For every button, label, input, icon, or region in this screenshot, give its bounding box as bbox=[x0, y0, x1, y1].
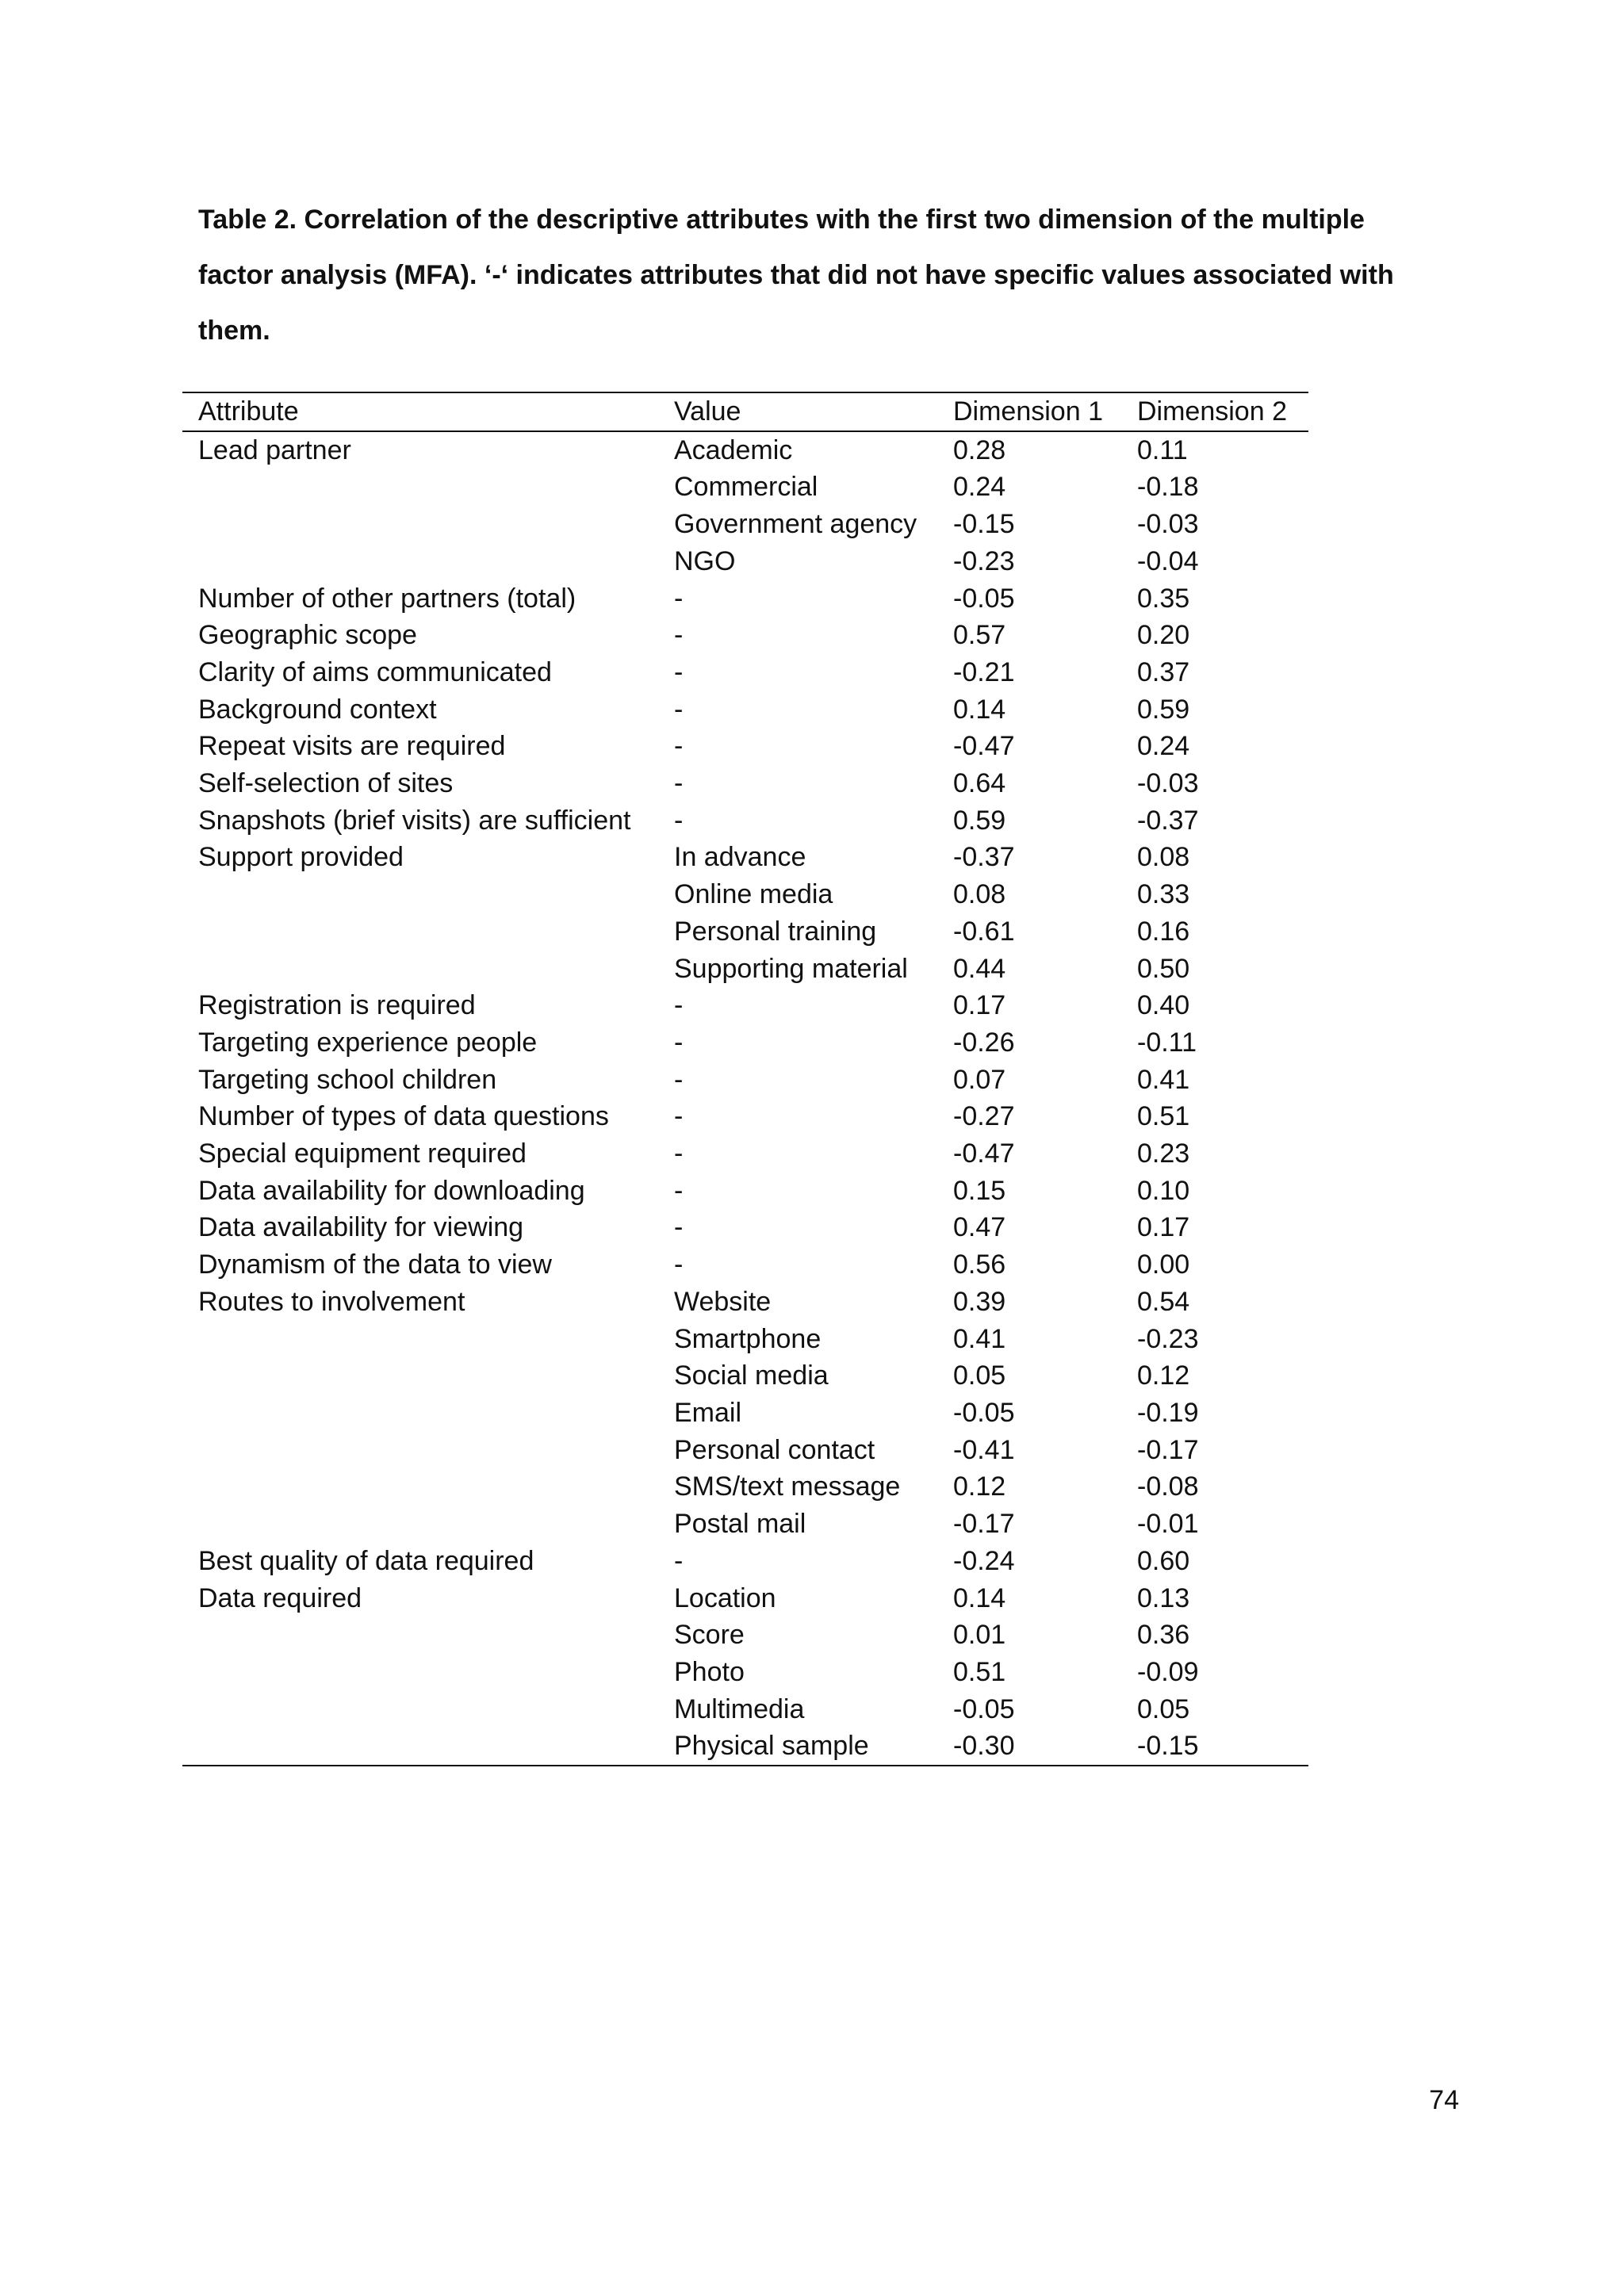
table-caption: Table 2. Correlation of the descriptive attributes with the first two dimension of the multiple factor analysis (MFA). ‘-‘ indicates attributes that did not have specific values associated with them. bbox=[198, 205, 1394, 346]
cell-attribute: Number of other partners (total) bbox=[198, 583, 576, 614]
table-row bbox=[182, 1246, 1308, 1284]
cell-dimension-2: 0.33 bbox=[1137, 879, 1190, 910]
cell-dimension-1: 0.47 bbox=[953, 1212, 1006, 1243]
cell-attribute: Data availability for downloading bbox=[198, 1175, 585, 1206]
cell-dimension-2: 0.23 bbox=[1137, 1138, 1190, 1169]
cell-value: Academic bbox=[674, 434, 793, 465]
table-row bbox=[182, 543, 1308, 580]
cell-attribute: Repeat visits are required bbox=[198, 731, 506, 762]
table-row bbox=[182, 1543, 1308, 1580]
cell-dimension-2: -0.23 bbox=[1137, 1323, 1199, 1354]
cell-value: Supporting material bbox=[674, 953, 908, 984]
cell-attribute: Lead partner bbox=[198, 434, 351, 465]
header-dimension-1: Dimension 1 bbox=[953, 396, 1103, 427]
cell-value: Social media bbox=[674, 1360, 829, 1391]
table-row bbox=[182, 1284, 1308, 1321]
cell-value: - bbox=[674, 1249, 684, 1280]
cell-dimension-2: 0.35 bbox=[1137, 583, 1190, 614]
cell-attribute bbox=[182, 1468, 658, 1506]
cell-dimension-1: -0.37 bbox=[953, 842, 1015, 873]
cell-dimension-1: 0.07 bbox=[953, 1064, 1006, 1095]
cell-dimension-1: -0.30 bbox=[953, 1731, 1015, 1762]
cell-attribute bbox=[182, 469, 658, 506]
cell-attribute bbox=[182, 876, 658, 913]
table-row bbox=[182, 987, 1308, 1024]
cell-value: - bbox=[674, 656, 684, 687]
cell-dimension-1: -0.23 bbox=[953, 545, 1015, 576]
cell-value: Physical sample bbox=[674, 1731, 869, 1762]
cell-attribute: Routes to involvement bbox=[198, 1286, 465, 1317]
cell-dimension-1: 0.01 bbox=[953, 1620, 1006, 1651]
cell-attribute: Best quality of data required bbox=[198, 1545, 534, 1576]
cell-dimension-2: 0.13 bbox=[1137, 1582, 1190, 1613]
cell-dimension-2: 0.51 bbox=[1137, 1101, 1190, 1132]
cell-value: Personal contact bbox=[674, 1434, 875, 1465]
cell-dimension-2: -0.37 bbox=[1137, 805, 1199, 836]
table-row bbox=[182, 1728, 1308, 1766]
cell-dimension-2: 0.36 bbox=[1137, 1620, 1190, 1651]
cell-value: Online media bbox=[674, 879, 833, 910]
cell-dimension-1: 0.41 bbox=[953, 1323, 1006, 1354]
cell-attribute: Data required bbox=[198, 1582, 362, 1613]
cell-attribute bbox=[182, 1432, 658, 1469]
cell-value: - bbox=[674, 805, 684, 836]
cell-dimension-2: 0.16 bbox=[1137, 916, 1190, 947]
header-dimension-2: Dimension 2 bbox=[1137, 396, 1287, 427]
cell-dimension-1: 0.39 bbox=[953, 1286, 1006, 1317]
cell-dimension-2: 0.60 bbox=[1137, 1545, 1190, 1576]
cell-attribute bbox=[182, 1691, 658, 1728]
cell-dimension-2: 0.59 bbox=[1137, 694, 1190, 725]
cell-value: Postal mail bbox=[674, 1509, 806, 1540]
cell-dimension-2: 0.10 bbox=[1137, 1175, 1190, 1206]
cell-dimension-1: 0.59 bbox=[953, 805, 1006, 836]
cell-value: In advance bbox=[674, 842, 806, 873]
table-row bbox=[182, 1506, 1308, 1543]
cell-value: - bbox=[674, 1212, 684, 1243]
table-row bbox=[182, 913, 1308, 951]
cell-value: - bbox=[674, 1064, 684, 1095]
cell-attribute: Data availability for viewing bbox=[198, 1212, 524, 1243]
table-row bbox=[182, 802, 1308, 840]
cell-value: Email bbox=[674, 1397, 742, 1428]
cell-dimension-1: -0.15 bbox=[953, 509, 1015, 540]
cell-value: Smartphone bbox=[674, 1323, 822, 1354]
cell-attribute bbox=[182, 1728, 658, 1766]
cell-dimension-2: -0.09 bbox=[1137, 1656, 1199, 1687]
cell-dimension-2: -0.01 bbox=[1137, 1509, 1199, 1540]
header-value: Value bbox=[674, 396, 741, 427]
cell-dimension-2: 0.12 bbox=[1137, 1360, 1190, 1391]
cell-dimension-2: 0.20 bbox=[1137, 620, 1190, 651]
table-row bbox=[182, 1062, 1308, 1099]
cell-value: - bbox=[674, 731, 684, 762]
cell-dimension-2: -0.03 bbox=[1137, 509, 1199, 540]
cell-dimension-2: 0.05 bbox=[1137, 1693, 1190, 1724]
cell-value: - bbox=[674, 1545, 684, 1576]
cell-attribute bbox=[182, 506, 658, 543]
cell-dimension-1: 0.14 bbox=[953, 694, 1006, 725]
cell-value: Website bbox=[674, 1286, 772, 1317]
cell-attribute bbox=[182, 1395, 658, 1432]
table-row bbox=[182, 728, 1308, 765]
cell-dimension-2: -0.04 bbox=[1137, 545, 1199, 576]
table-row bbox=[182, 951, 1308, 988]
cell-attribute bbox=[182, 913, 658, 951]
cell-dimension-1: 0.05 bbox=[953, 1360, 1006, 1391]
cell-dimension-1: -0.24 bbox=[953, 1545, 1015, 1576]
cell-dimension-2: -0.15 bbox=[1137, 1731, 1199, 1762]
table-row bbox=[182, 1173, 1308, 1210]
cell-dimension-1: -0.61 bbox=[953, 916, 1015, 947]
cell-value: - bbox=[674, 1175, 684, 1206]
cell-dimension-2: 0.24 bbox=[1137, 731, 1190, 762]
cell-dimension-2: -0.03 bbox=[1137, 768, 1199, 799]
cell-dimension-2: -0.11 bbox=[1137, 1027, 1197, 1058]
cell-value: Government agency bbox=[674, 509, 917, 540]
cell-dimension-2: -0.18 bbox=[1137, 472, 1199, 503]
cell-dimension-1: -0.27 bbox=[953, 1101, 1015, 1132]
cell-value: Commercial bbox=[674, 472, 818, 503]
table-row bbox=[182, 1321, 1308, 1358]
table-row bbox=[182, 431, 1308, 469]
mfa-correlation-table bbox=[182, 392, 1308, 1766]
table-row bbox=[182, 1617, 1308, 1654]
cell-dimension-1: 0.51 bbox=[953, 1656, 1006, 1687]
cell-dimension-1: -0.47 bbox=[953, 1138, 1015, 1169]
header-attribute: Attribute bbox=[198, 396, 299, 427]
table-row bbox=[182, 1135, 1308, 1173]
cell-value: Location bbox=[674, 1582, 776, 1613]
cell-dimension-1: -0.41 bbox=[953, 1434, 1015, 1465]
cell-dimension-2: -0.19 bbox=[1137, 1397, 1199, 1428]
cell-dimension-1: -0.05 bbox=[953, 1397, 1015, 1428]
cell-attribute: Dynamism of the data to view bbox=[198, 1249, 552, 1280]
cell-value: - bbox=[674, 1101, 684, 1132]
cell-dimension-1: 0.24 bbox=[953, 472, 1006, 503]
cell-attribute: Targeting school children bbox=[198, 1064, 497, 1095]
cell-dimension-2: 0.54 bbox=[1137, 1286, 1190, 1317]
cell-dimension-2: 0.00 bbox=[1137, 1249, 1190, 1280]
cell-dimension-1: -0.47 bbox=[953, 731, 1015, 762]
cell-attribute: Support provided bbox=[198, 842, 404, 873]
cell-attribute: Clarity of aims communicated bbox=[198, 656, 552, 687]
cell-value: SMS/text message bbox=[674, 1471, 901, 1502]
table-row bbox=[182, 691, 1308, 729]
table-row bbox=[182, 1580, 1308, 1617]
cell-dimension-2: -0.17 bbox=[1137, 1434, 1199, 1465]
cell-dimension-1: 0.12 bbox=[953, 1471, 1006, 1502]
cell-value: - bbox=[674, 768, 684, 799]
table-row bbox=[182, 469, 1308, 506]
cell-value: - bbox=[674, 1138, 684, 1169]
table-row bbox=[182, 1357, 1308, 1395]
cell-value: Personal training bbox=[674, 916, 877, 947]
cell-value: Score bbox=[674, 1620, 745, 1651]
cell-attribute: Number of types of data questions bbox=[198, 1101, 609, 1132]
cell-value: NGO bbox=[674, 545, 736, 576]
table-body bbox=[182, 431, 1308, 1766]
table-row bbox=[182, 1432, 1308, 1469]
table-row bbox=[182, 506, 1308, 543]
cell-attribute bbox=[182, 1506, 658, 1543]
cell-dimension-1: -0.26 bbox=[953, 1027, 1015, 1058]
table-row bbox=[182, 876, 1308, 913]
table-row bbox=[182, 839, 1308, 876]
table-row bbox=[182, 1468, 1308, 1506]
cell-dimension-2: 0.11 bbox=[1137, 434, 1188, 465]
cell-value: - bbox=[674, 583, 684, 614]
cell-dimension-2: 0.50 bbox=[1137, 953, 1190, 984]
cell-value: - bbox=[674, 990, 684, 1021]
cell-attribute: Snapshots (brief visits) are sufficient bbox=[198, 805, 631, 836]
table-row bbox=[182, 765, 1308, 802]
cell-value: - bbox=[674, 620, 684, 651]
cell-dimension-1: 0.57 bbox=[953, 620, 1006, 651]
table-header bbox=[182, 392, 1308, 431]
table-row bbox=[182, 1654, 1308, 1691]
cell-dimension-1: -0.05 bbox=[953, 1693, 1015, 1724]
cell-dimension-1: 0.15 bbox=[953, 1175, 1006, 1206]
cell-dimension-2: 0.41 bbox=[1137, 1064, 1190, 1095]
table-row bbox=[182, 654, 1308, 691]
cell-dimension-2: 0.37 bbox=[1137, 656, 1190, 687]
cell-attribute: Registration is required bbox=[198, 990, 476, 1021]
cell-attribute: Background context bbox=[198, 694, 437, 725]
cell-dimension-2: 0.40 bbox=[1137, 990, 1190, 1021]
cell-dimension-2: 0.17 bbox=[1137, 1212, 1190, 1243]
cell-attribute bbox=[182, 1654, 658, 1691]
table-row bbox=[182, 1024, 1308, 1062]
cell-attribute: Special equipment required bbox=[198, 1138, 527, 1169]
cell-value: - bbox=[674, 694, 684, 725]
cell-attribute: Geographic scope bbox=[198, 620, 417, 651]
table-row bbox=[182, 580, 1308, 618]
cell-dimension-2: -0.08 bbox=[1137, 1471, 1199, 1502]
table-row bbox=[182, 1098, 1308, 1135]
cell-dimension-1: 0.28 bbox=[953, 434, 1006, 465]
cell-dimension-1: -0.21 bbox=[953, 656, 1015, 687]
cell-dimension-1: -0.17 bbox=[953, 1509, 1015, 1540]
cell-attribute bbox=[182, 1617, 658, 1654]
cell-dimension-1: 0.64 bbox=[953, 768, 1006, 799]
header-row bbox=[182, 392, 1308, 431]
cell-attribute: Targeting experience people bbox=[198, 1027, 538, 1058]
cell-dimension-1: 0.56 bbox=[953, 1249, 1006, 1280]
cell-attribute bbox=[182, 1321, 658, 1358]
cell-dimension-1: 0.44 bbox=[953, 953, 1006, 984]
cell-value: - bbox=[674, 1027, 684, 1058]
table-row bbox=[182, 1209, 1308, 1246]
cell-dimension-1: 0.17 bbox=[953, 990, 1006, 1021]
cell-attribute: Self-selection of sites bbox=[198, 768, 454, 799]
table-row bbox=[182, 1691, 1308, 1728]
page-number: 74 bbox=[1429, 2085, 1459, 2115]
cell-value: Photo bbox=[674, 1656, 745, 1687]
table-row bbox=[182, 617, 1308, 654]
cell-attribute bbox=[182, 951, 658, 988]
cell-dimension-1: 0.08 bbox=[953, 879, 1006, 910]
cell-value: Multimedia bbox=[674, 1693, 805, 1724]
cell-dimension-2: 0.08 bbox=[1137, 842, 1190, 873]
cell-attribute bbox=[182, 1357, 658, 1395]
cell-dimension-1: 0.14 bbox=[953, 1582, 1006, 1613]
table-row bbox=[182, 1395, 1308, 1432]
cell-dimension-1: -0.05 bbox=[953, 583, 1015, 614]
cell-attribute bbox=[182, 543, 658, 580]
